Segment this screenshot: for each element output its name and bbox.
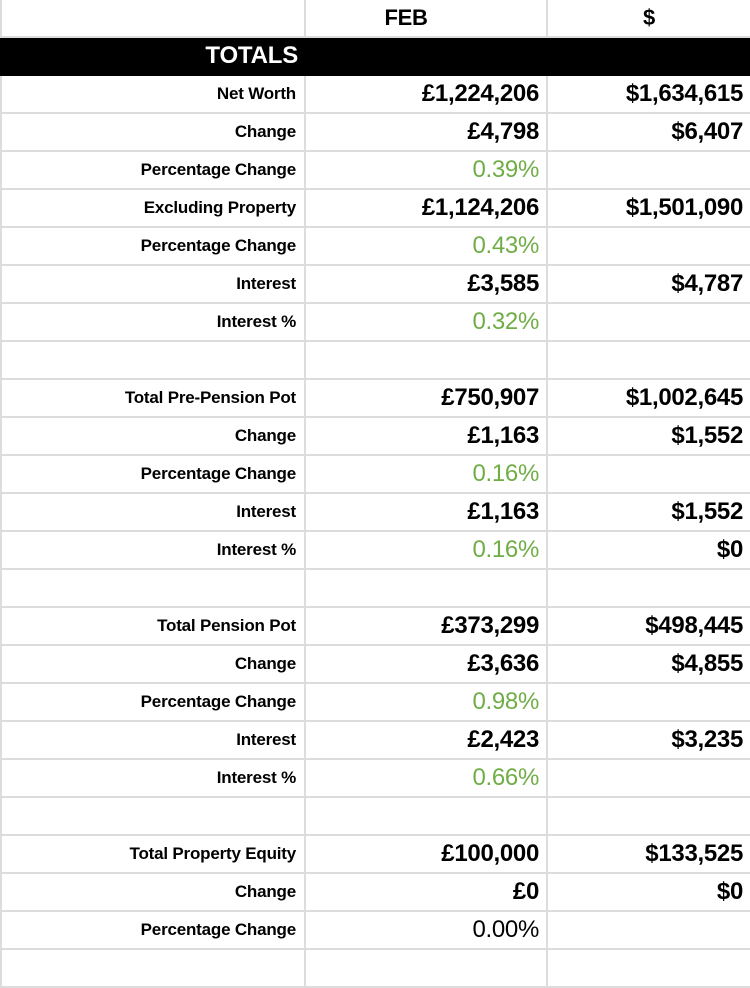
table-row xyxy=(0,152,750,190)
gbp-value-cell[interactable]: £750,907 xyxy=(306,380,548,416)
usd-value-cell[interactable] xyxy=(548,760,750,796)
table-row xyxy=(0,304,750,342)
usd-value-cell[interactable] xyxy=(548,228,750,264)
gbp-value-cell[interactable]: £373,299 xyxy=(306,608,548,644)
gbp-value-cell[interactable]: £1,224,206 xyxy=(306,76,548,112)
usd-value-cell[interactable]: $1,552 xyxy=(671,422,743,449)
table-row xyxy=(0,836,750,874)
table-row xyxy=(0,418,750,456)
gbp-value-cell[interactable] xyxy=(306,798,548,834)
usd-value-cell[interactable] xyxy=(548,684,750,720)
row-label-cell[interactable]: Percentage Change xyxy=(0,228,306,264)
usd-value-cell[interactable]: $133,525 xyxy=(645,840,743,867)
gbp-value-cell[interactable]: £1,163 xyxy=(306,494,548,530)
header-currency-cell[interactable]: $ xyxy=(643,5,655,30)
row-label-cell[interactable]: Percentage Change xyxy=(0,456,306,492)
section-title-cell[interactable]: TOTALS xyxy=(0,38,306,74)
usd-value-cell[interactable]: $0 xyxy=(716,536,743,563)
band-cell[interactable] xyxy=(306,38,548,74)
usd-value-cell[interactable]: $498,445 xyxy=(645,612,743,639)
row-label-cell[interactable]: Total Pension Pot xyxy=(0,608,306,644)
table-row xyxy=(0,874,750,912)
row-label-cell[interactable]: Change xyxy=(0,646,306,682)
gbp-value-cell[interactable] xyxy=(306,342,548,378)
row-label-cell[interactable] xyxy=(0,342,306,378)
table-row xyxy=(0,684,750,722)
gbp-value-cell[interactable]: £1,124,206 xyxy=(306,190,548,226)
table-row xyxy=(0,950,750,988)
row-label-cell[interactable]: Percentage Change xyxy=(0,912,306,948)
usd-value-cell[interactable]: $4,855 xyxy=(671,650,743,677)
gbp-value-cell[interactable]: £4,798 xyxy=(306,114,548,150)
usd-value-cell[interactable] xyxy=(548,456,750,492)
gbp-value-cell[interactable]: 0.00% xyxy=(306,912,548,948)
usd-value-cell[interactable] xyxy=(548,304,750,340)
gbp-value-cell[interactable]: 0.32% xyxy=(306,304,548,340)
table-row xyxy=(0,798,750,836)
gbp-value-cell[interactable]: £0 xyxy=(306,874,548,910)
row-label-cell[interactable]: Excluding Property xyxy=(0,190,306,226)
table-row xyxy=(0,608,750,646)
gbp-value-cell[interactable]: £3,585 xyxy=(306,266,548,302)
row-label-cell[interactable]: Net Worth xyxy=(0,76,306,112)
row-label-cell[interactable]: Change xyxy=(0,874,306,910)
table-row xyxy=(0,114,750,152)
data-rows xyxy=(0,76,750,988)
row-label-cell[interactable]: Interest xyxy=(0,494,306,530)
gbp-value-cell[interactable]: 0.98% xyxy=(306,684,548,720)
usd-value-cell[interactable] xyxy=(548,798,750,834)
gbp-value-cell[interactable]: £2,423 xyxy=(306,722,548,758)
totals-section-band xyxy=(0,38,750,76)
gbp-value-cell[interactable] xyxy=(306,950,548,986)
row-label-cell[interactable]: Percentage Change xyxy=(0,684,306,720)
row-label-cell[interactable]: Interest % xyxy=(0,304,306,340)
gbp-value-cell[interactable] xyxy=(306,570,548,606)
header-label-cell[interactable] xyxy=(0,0,306,36)
row-label-cell[interactable] xyxy=(0,570,306,606)
usd-value-cell[interactable] xyxy=(548,950,750,986)
gbp-value-cell[interactable]: £3,636 xyxy=(306,646,548,682)
gbp-value-cell[interactable]: 0.16% xyxy=(306,456,548,492)
table-row xyxy=(0,646,750,684)
usd-value-cell[interactable] xyxy=(548,912,750,948)
gbp-value-cell[interactable]: £100,000 xyxy=(306,836,548,872)
gbp-value-cell[interactable]: 0.16% xyxy=(306,532,548,568)
table-row xyxy=(0,760,750,798)
usd-value-cell[interactable]: $6,407 xyxy=(671,118,743,145)
usd-value-cell[interactable]: $3,235 xyxy=(671,726,743,753)
row-label-cell[interactable]: Change xyxy=(0,114,306,150)
gbp-value-cell[interactable]: 0.39% xyxy=(306,152,548,188)
usd-value-cell[interactable] xyxy=(548,342,750,378)
table-row xyxy=(0,342,750,380)
table-row xyxy=(0,190,750,228)
row-label-cell[interactable]: Total Pre-Pension Pot xyxy=(0,380,306,416)
usd-value-cell[interactable]: $1,002,645 xyxy=(625,384,743,411)
table-row xyxy=(0,76,750,114)
band-cell[interactable] xyxy=(548,38,750,74)
row-label-cell[interactable]: Interest % xyxy=(0,760,306,796)
table-row xyxy=(0,722,750,760)
row-label-cell[interactable]: Percentage Change xyxy=(0,152,306,188)
row-label-cell[interactable] xyxy=(0,798,306,834)
row-label-cell[interactable]: Interest % xyxy=(0,532,306,568)
usd-value-cell[interactable]: $1,634,615 xyxy=(625,80,743,107)
table-row xyxy=(0,912,750,950)
row-label-cell[interactable]: Interest xyxy=(0,722,306,758)
usd-value-cell[interactable]: $4,787 xyxy=(671,270,743,297)
gbp-value-cell[interactable]: £1,163 xyxy=(306,418,548,454)
usd-value-cell[interactable]: $1,552 xyxy=(671,498,743,525)
table-row xyxy=(0,228,750,266)
usd-value-cell[interactable]: $0 xyxy=(716,878,743,905)
header-row xyxy=(0,0,750,38)
row-label-cell[interactable] xyxy=(0,950,306,986)
table-row xyxy=(0,494,750,532)
table-row xyxy=(0,570,750,608)
row-label-cell[interactable]: Change xyxy=(0,418,306,454)
row-label-cell[interactable]: Total Property Equity xyxy=(0,836,306,872)
usd-value-cell[interactable]: $1,501,090 xyxy=(625,194,743,221)
usd-value-cell[interactable] xyxy=(548,152,750,188)
table-row xyxy=(0,532,750,570)
usd-value-cell[interactable] xyxy=(548,570,750,606)
row-label-cell[interactable]: Interest xyxy=(0,266,306,302)
gbp-value-cell[interactable]: 0.66% xyxy=(306,760,548,796)
header-month-cell[interactable]: FEB xyxy=(306,0,548,36)
table-row xyxy=(0,266,750,304)
gbp-value-cell[interactable]: 0.43% xyxy=(306,228,548,264)
table-row xyxy=(0,380,750,418)
table-row xyxy=(0,456,750,494)
